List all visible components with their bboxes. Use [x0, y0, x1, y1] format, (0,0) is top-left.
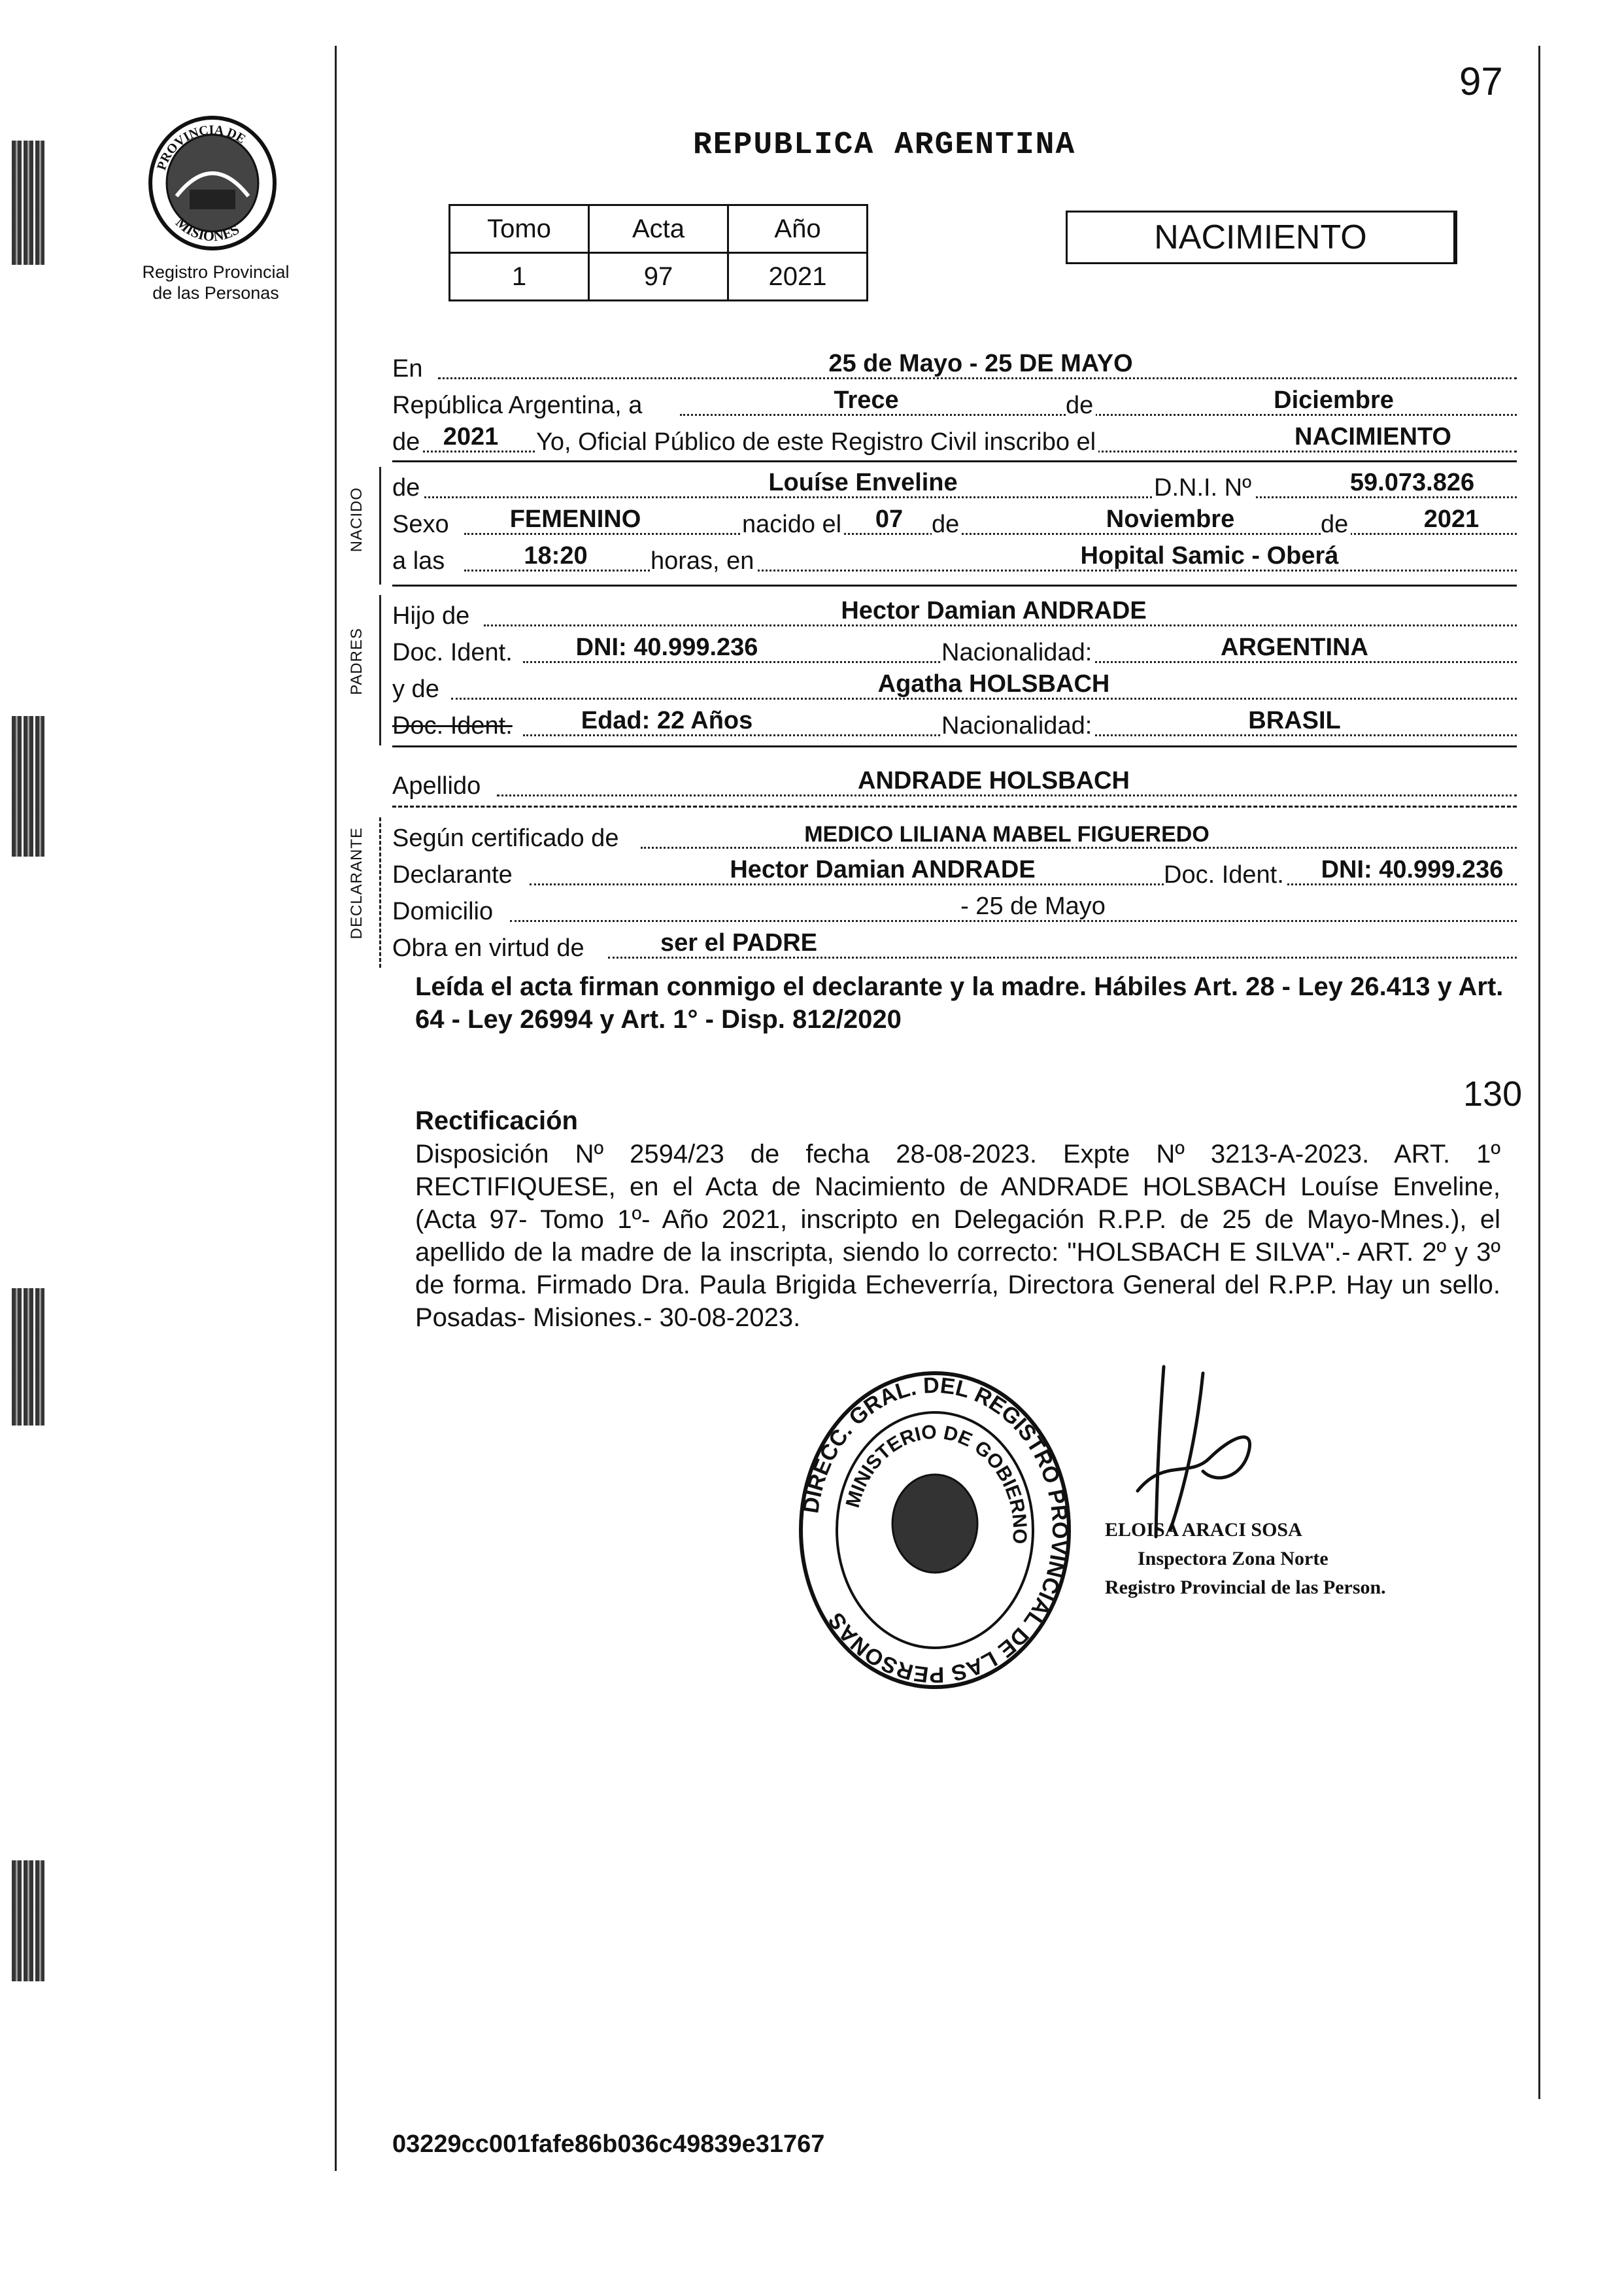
father-name-value: Hector Damian ANDRADE [841, 597, 1147, 624]
child-dni-value: 59.073.826 [1349, 469, 1475, 496]
declarante-row-name [392, 853, 1517, 889]
acta-table [448, 204, 868, 301]
acta-table-cell: 1 [450, 253, 589, 301]
section-brace [379, 467, 381, 585]
doc-ident-label: Doc. Ident. [1164, 861, 1287, 889]
apellido-label: Apellido [392, 772, 483, 800]
declarante-label: Declarante [392, 861, 515, 889]
signer-role: Inspectora Zona Norte [1138, 1548, 1328, 1569]
birth-day-value: 07 [875, 505, 904, 533]
scan-mark [12, 141, 44, 265]
en-label: En [392, 355, 425, 383]
svg-text:PROVINCIA DE: PROVINCIA DE [154, 122, 248, 172]
event-value: NACIMIENTO [1294, 423, 1451, 451]
doc-type-box: NACIMIENTO [1066, 211, 1457, 264]
scan-mark [12, 716, 44, 857]
declarante-value: Hector Damian ANDRADE [730, 856, 1036, 883]
father-nationality-value: ARGENTINA [1221, 634, 1368, 661]
nacido-row-name [392, 466, 1517, 502]
signer-name: ELOISA ARACI SOSA [1105, 1519, 1302, 1541]
nacido-row-sex [392, 502, 1517, 539]
nacionalidad-label: Nacionalidad: [941, 639, 1094, 667]
acta-table-header: Acta [589, 205, 728, 253]
declarante-row-obra [392, 926, 1517, 963]
de-label: de [932, 511, 962, 539]
logo-caption: Registro Provincial de las Personas [142, 262, 290, 303]
rectificacion-body: Disposición Nº 2594/23 de fecha 28-08-2023. Expte Nº 3213-A-2023. ART. 1º RECTIFIQUESE, en el Acta de Nacimiento de ANDRADE HOLSBACH Louíse Enveline, (Acta 97- Tomo 1º- Año 2021, inscripto en Delegación R.P.P. de 25 de Mayo-Mnes.), el apellido de la madre de la inscripta, siendo lo correcto: "HOLSBACH E SILVA".- ART. 2º y 3º de forma. Firmado Dra. Paula Brigida Echeverría, Directora General del R.P.P. Hay un sello. Posadas- Misiones.- 30-08-2023. [415, 1140, 1500, 1332]
domicilio-value: - 25 de Mayo [960, 893, 1106, 920]
acta-table-header: Año [728, 205, 868, 253]
de-label: de [392, 474, 422, 502]
section-divider [392, 806, 1517, 808]
svg-text:DIRECC. GRAL. DEL REGISTRO PRO: DIRECC. GRAL. DEL REGISTRO PROVINCIAL DE LAS PERSONAS [798, 1373, 1073, 1688]
birth-place-value: Hopital Samic - Oberá [1080, 542, 1339, 570]
domicilio-label: Domicilio [392, 898, 496, 926]
record-row-year [392, 420, 1517, 456]
section-label-nacido: NACIDO [348, 487, 365, 553]
record-row-place [392, 347, 1517, 383]
section-label-declarante: DECLARANTE [348, 827, 365, 940]
year-value: 2021 [443, 423, 499, 451]
horas-label: horas, en [651, 547, 756, 575]
time-value: 18:20 [524, 542, 588, 570]
document-hash: 03229cc001fafe86b036c49839e31767 [392, 2130, 825, 2158]
right-margin-line [1538, 46, 1540, 2099]
padres-row-father [392, 594, 1517, 630]
padres-row-mother [392, 667, 1517, 704]
record-row-date [392, 383, 1517, 420]
obra-value: ser el PADRE [660, 929, 818, 957]
acta-table-cell: 2021 [728, 253, 868, 301]
page-number: 97 [1459, 60, 1503, 103]
declarante-row-domicilio [392, 889, 1517, 926]
de-label: de [1066, 392, 1096, 420]
y-de-label: y de [392, 675, 442, 704]
signer-block [1105, 1516, 1386, 1602]
nacionalidad-label: Nacionalidad: [941, 712, 1094, 740]
mother-name-value: Agatha HOLSBACH [877, 670, 1110, 698]
signer-org: Registro Provincial de las Person. [1105, 1577, 1386, 1598]
note-number: 130 [1463, 1074, 1523, 1114]
declarante-doc-value: DNI: 40.999.236 [1321, 856, 1504, 883]
hijo-de-label: Hijo de [392, 602, 472, 630]
nacido-row-time [392, 539, 1517, 575]
de-label: de [1321, 511, 1351, 539]
rectificacion-title: Rectificación [415, 1106, 578, 1135]
birth-month-value: Noviembre [1106, 505, 1235, 533]
section-divider [392, 585, 1517, 587]
declarante-row-certificado [392, 816, 1517, 853]
section-brace [379, 595, 381, 745]
svg-text:MISIONES: MISIONES [173, 214, 243, 245]
mother-age-value: Edad: 22 Años [581, 707, 753, 734]
obra-label: Obra en virtud de [392, 934, 587, 963]
acta-table-header-row [450, 205, 868, 253]
section-divider [392, 460, 1517, 462]
acta-table-cell: 97 [589, 253, 728, 301]
doc-ident-label-struck: Doc. Ident. [392, 712, 515, 740]
month-value: Diciembre [1274, 386, 1394, 414]
section-divider [392, 745, 1517, 747]
country-title: REPUBLICA ARGENTINA [693, 128, 1076, 163]
certificado-value: MEDICO LILIANA MABEL FIGUEREDO [804, 822, 1210, 847]
certificado-label: Según certificado de [392, 825, 621, 853]
section-label-padres: PADRES [348, 628, 365, 695]
acta-table-header: Tomo [450, 205, 589, 253]
svg-text:MINISTERIO DE GOBIERNO: MINISTERIO DE GOBIERNO [841, 1421, 1031, 1545]
father-doc-value: DNI: 40.999.236 [575, 634, 758, 661]
day-value: Trece [834, 386, 899, 414]
inscribo-text: Yo, Oficial Público de este Registro Civil inscribo el [536, 428, 1098, 456]
sexo-value: FEMENINO [509, 505, 641, 533]
sexo-label: Sexo [392, 511, 452, 539]
doc-ident-label: Doc. Ident. [392, 639, 515, 667]
de-label: de [392, 428, 422, 456]
official-seal-stamp [791, 1360, 1079, 1700]
left-margin-line [335, 46, 337, 2171]
birth-year-value: 2021 [1423, 505, 1480, 533]
child-name-value: Louíse Enveline [768, 469, 958, 496]
closing-text: Leída el acta firman conmigo el declarante y la madre. Hábiles Art. 28 - Ley 26.413 y Art. 64 - Ley 26994 y Art. 1° - Disp. 812/2020 [415, 972, 1504, 1034]
misiones-crest-logo [144, 111, 281, 255]
apellido-value: ANDRADE HOLSBACH [858, 767, 1130, 794]
section-brace [379, 817, 381, 968]
mother-nationality-value: BRASIL [1248, 707, 1341, 734]
acta-table-value-row [450, 253, 868, 301]
scan-mark [12, 1860, 44, 1981]
dni-label: D.N.I. Nº [1154, 474, 1254, 502]
padres-row-father-doc [392, 630, 1517, 667]
a-las-label: a las [392, 547, 447, 575]
padres-row-mother-doc [392, 704, 1517, 740]
republica-label: República Argentina, a [392, 392, 645, 420]
apellido-row [392, 764, 1517, 800]
place-value: 25 de Mayo - 25 DE MAYO [828, 350, 1133, 377]
nacido-el-label: nacido el [742, 511, 844, 539]
scan-mark [12, 1288, 44, 1426]
